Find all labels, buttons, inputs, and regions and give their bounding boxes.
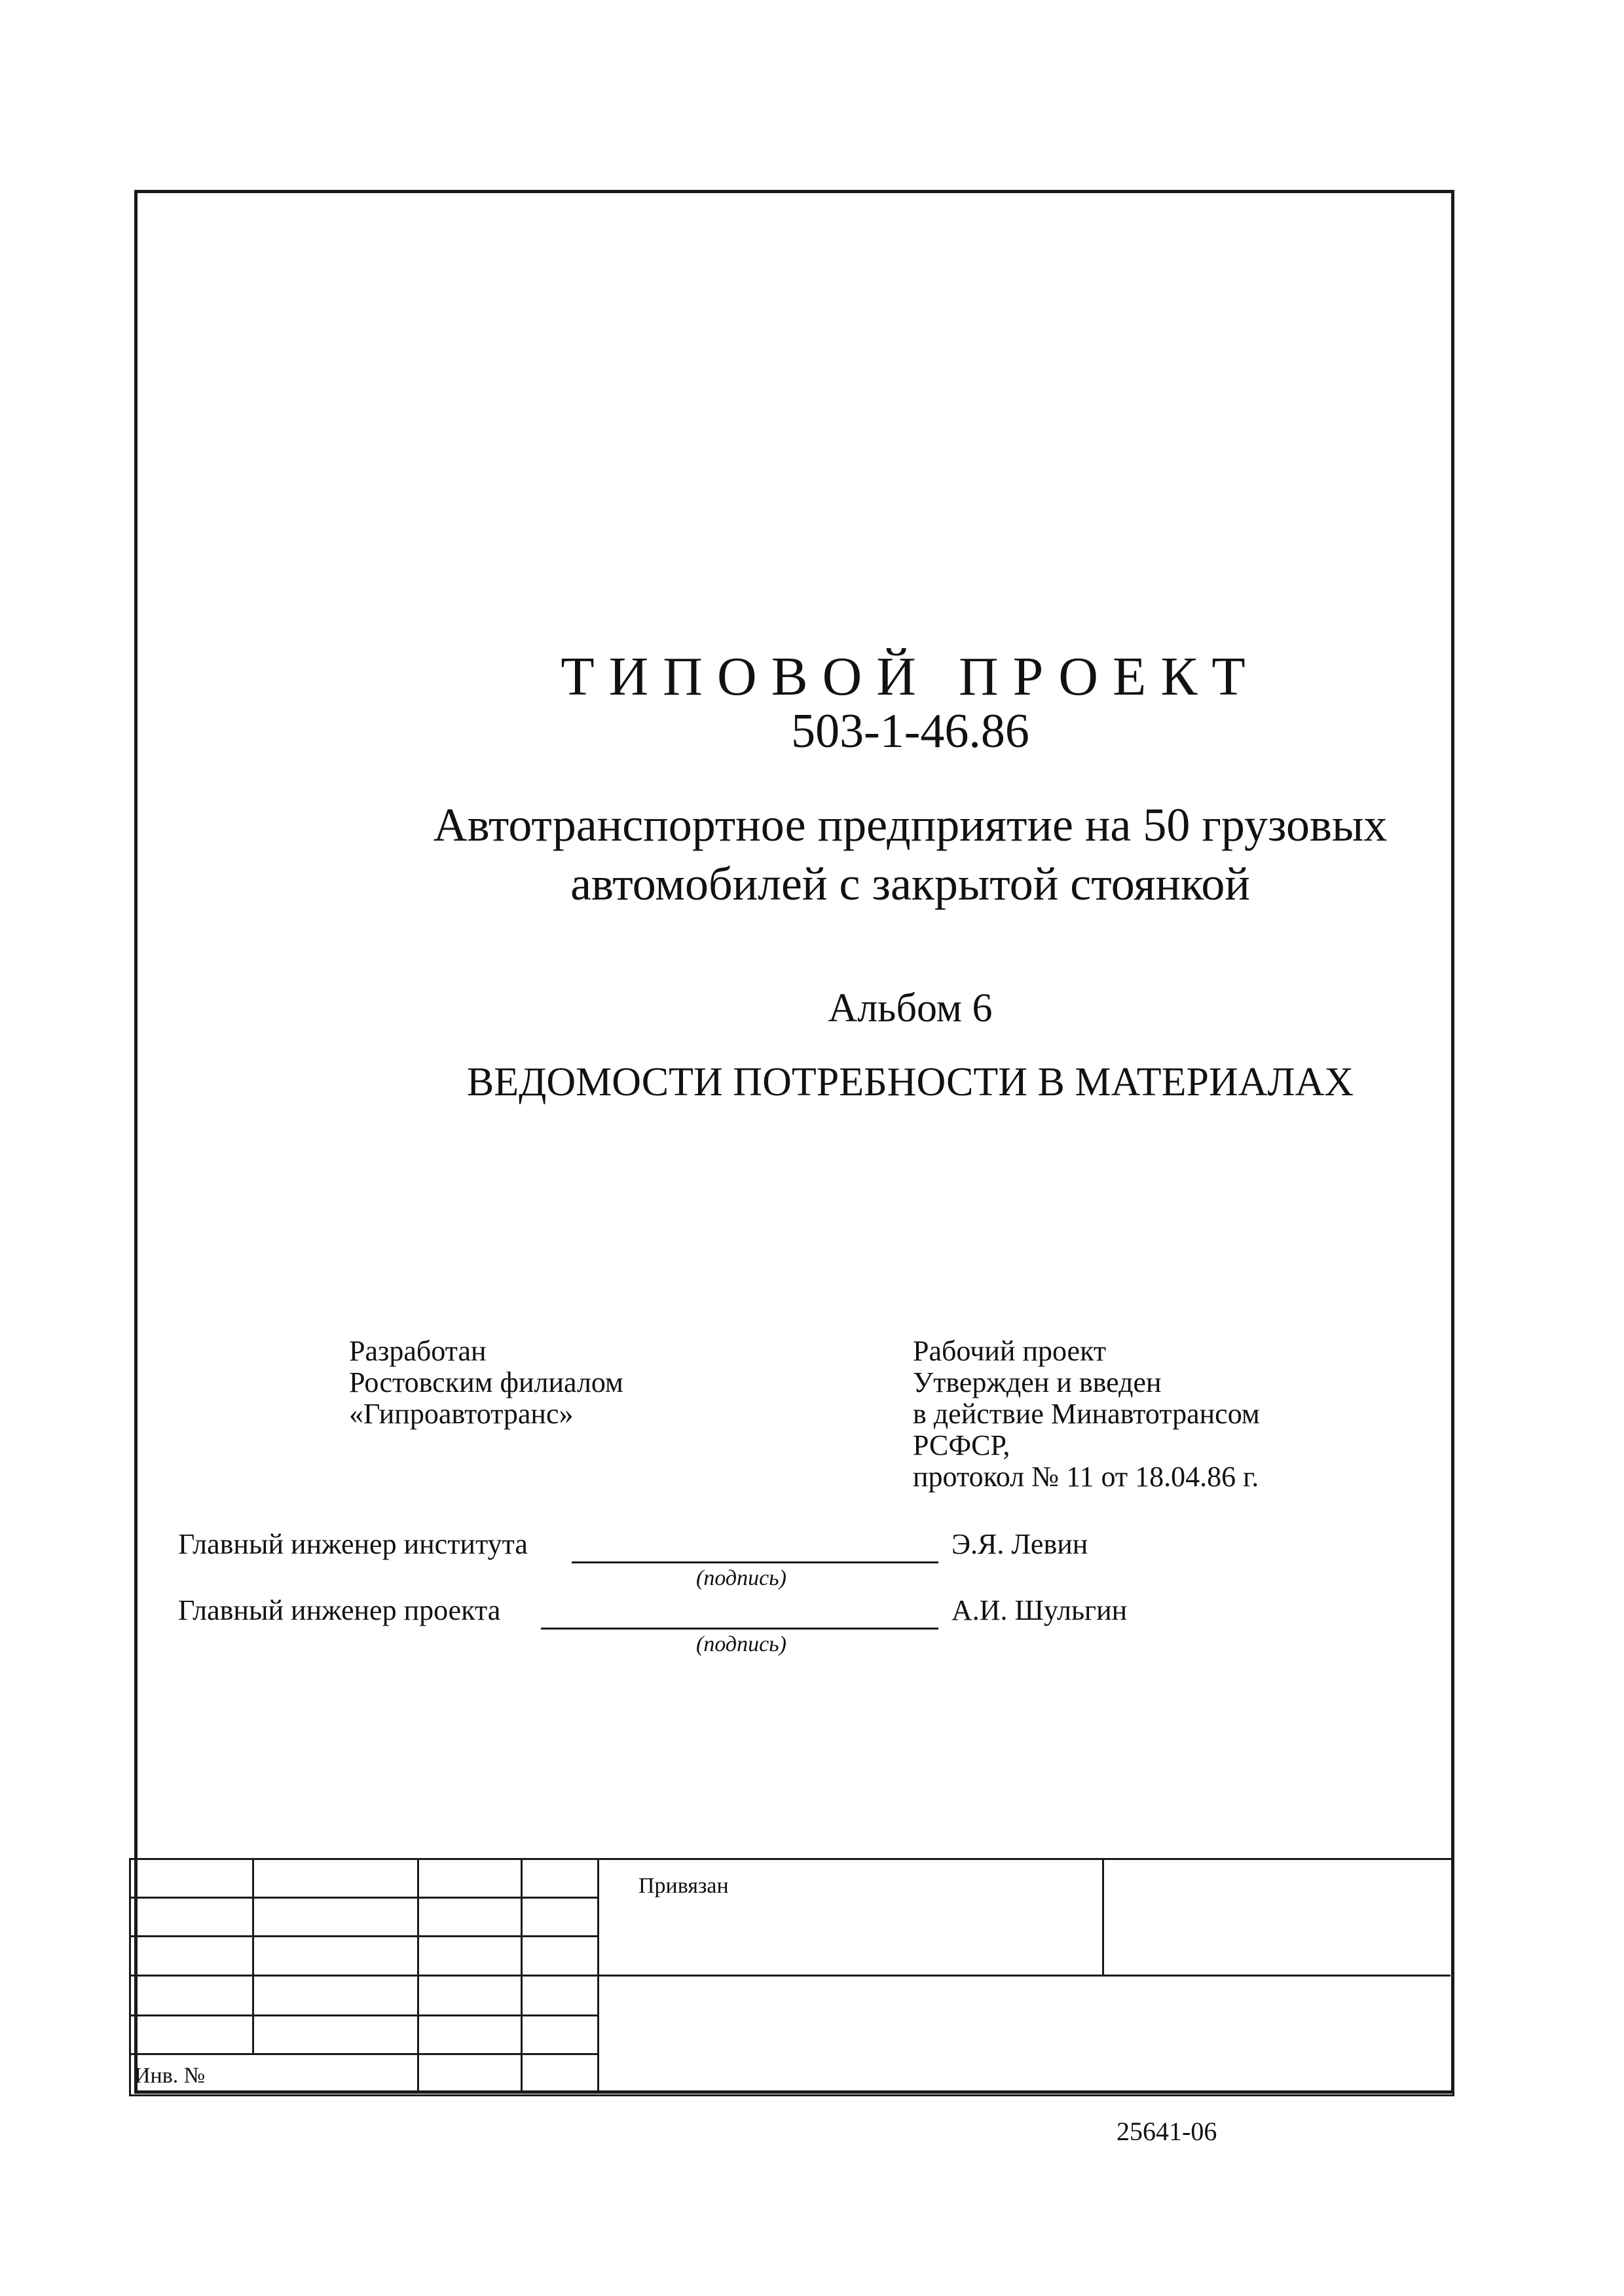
page-frame [134,190,1454,2094]
stamp-col-line [252,1858,254,2053]
signature-name-institute: Э.Я. Левин [951,1528,1088,1560]
stamp-row-line [129,2014,597,2016]
approval-line: Утвержден и введен [913,1366,1162,1398]
album-number: Альбом 6 [828,986,993,1030]
developer-line: Разработан [349,1335,487,1367]
project-subtitle [0,795,1624,913]
signature-name-project: А.И. Шульгин [951,1594,1128,1626]
signature-role-project: Главный инженер проекта [178,1594,501,1626]
approval-block [913,1336,1260,1493]
stamp-col-line [597,1858,599,2092]
subtitle-line-2: автомобилей с закрытой стоянкой [570,858,1250,910]
stamp-col-line [1102,1858,1104,1975]
developer-block [349,1336,623,1430]
approval-line: РСФСР, [913,1429,1010,1461]
attached-label: Привязан [638,1874,729,1898]
signature-line-institute [572,1561,938,1563]
title-block [129,1858,1454,2096]
developer-line: «Гипроавтотранс» [349,1398,574,1430]
approval-line: Рабочий проект [913,1335,1107,1367]
signature-role-institute: Главный инженер института [178,1528,528,1560]
document-number: 25641-06 [1116,2117,1217,2146]
approval-line: в действие Минавтотрансом [913,1398,1260,1430]
project-title: ТИПОВОЙ ПРОЕКТ [561,646,1260,707]
developer-line: Ростовским филиалом [349,1366,623,1398]
stamp-row-line [129,1897,597,1899]
signature-line-project [541,1628,938,1630]
stamp-row-line [129,1975,1450,1977]
project-code: 503-1-46.86 [791,704,1029,758]
subtitle-line-1: Автотранспортное предприятие на 50 грузовых [433,799,1388,851]
stamp-col-line [521,1858,523,2092]
stamp-col-line [417,1858,419,2092]
section-title: ВЕДОМОСТИ ПОТРЕБНОСТИ В МАТЕРИАЛАХ [466,1060,1354,1104]
stamp-row-line [129,1935,597,1937]
inventory-label: Инв. № [134,2064,206,2088]
signature-hint: (подпись) [696,1632,786,1656]
approval-line: протокол № 11 от 18.04.86 г. [913,1461,1259,1493]
stamp-row-line [129,2053,597,2055]
signature-hint: (подпись) [696,1566,786,1590]
